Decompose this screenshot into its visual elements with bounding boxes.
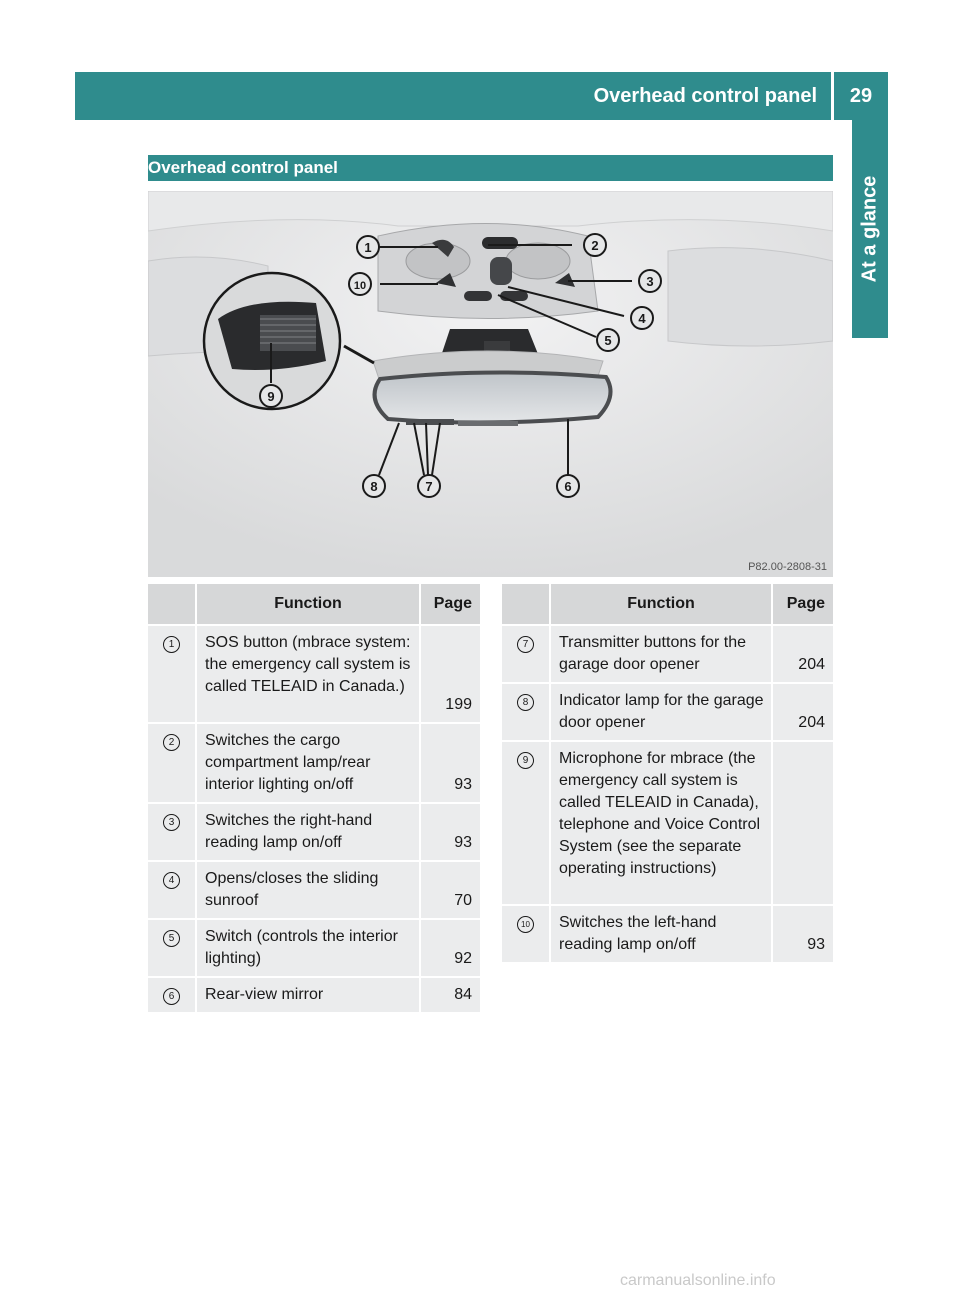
row-page: 92 [420, 919, 480, 977]
header-function: Function [550, 584, 772, 625]
row-number: 1 [163, 636, 180, 653]
watermark: carmanualsonline.info [620, 1272, 776, 1289]
callout-9: 9 [267, 389, 275, 404]
table-row [148, 861, 480, 919]
row-number: 10 [517, 916, 534, 933]
callout-10: 10 [353, 280, 367, 292]
table-row [148, 919, 480, 977]
row-page: 84 [420, 977, 480, 1012]
header-title: Overhead control panel [593, 84, 817, 107]
callout-3: 3 [646, 274, 654, 289]
callout-1: 1 [364, 240, 372, 255]
table-row [148, 977, 480, 1012]
table-row [148, 803, 480, 861]
table-row [148, 723, 480, 803]
row-number: 5 [163, 930, 180, 947]
row-number: 8 [517, 694, 534, 711]
row-function: Opens/closes the sliding sunroof [196, 861, 420, 919]
row-page: 70 [420, 861, 480, 919]
row-function: Microphone for mbrace (the emergency call system is called TELEAID in Canada), telephone and Voice Control System (see the separate operating instructions) [550, 741, 772, 905]
row-function: Indicator lamp for the garage door opener [550, 683, 772, 741]
overhead-panel-illustration [148, 191, 833, 577]
illustration-svg [148, 191, 833, 577]
table-row [148, 625, 480, 723]
side-section-tab [852, 120, 888, 338]
row-function: Switches the cargo compartment lamp/rear interior lighting on/off [196, 723, 420, 803]
row-number: 7 [517, 636, 534, 653]
row-number: 4 [163, 872, 180, 889]
header-function: Function [196, 584, 420, 625]
callout-5: 5 [604, 333, 612, 348]
section-title: Overhead control panel [148, 158, 338, 177]
header-num-cell [148, 584, 196, 625]
table-header-row [148, 584, 480, 625]
callout-8: 8 [370, 479, 378, 494]
function-table-right [502, 584, 833, 962]
function-table-left [148, 584, 480, 1012]
row-number: 3 [163, 814, 180, 831]
callout-2: 2 [591, 238, 599, 253]
row-page: 93 [772, 905, 833, 962]
row-page: 204 [772, 683, 833, 741]
row-function: SOS button (mbrace system: the emergency call system is called TELEAID in Canada.) [196, 625, 420, 723]
row-function: Switch (controls the interior lighting) [196, 919, 420, 977]
side-tab-label: At a glance [858, 175, 881, 283]
row-page [772, 741, 833, 905]
row-function: Switches the left-hand reading lamp on/off [550, 905, 772, 962]
table-row [502, 905, 833, 962]
callout-4: 4 [638, 311, 646, 326]
callout-7: 7 [425, 479, 433, 494]
table-row [502, 741, 833, 905]
table-row [502, 683, 833, 741]
section-heading-bar [148, 155, 833, 181]
figure-code: P82.00-2808-31 [748, 561, 827, 573]
row-page: 199 [420, 625, 480, 723]
page-number: 29 [849, 84, 873, 107]
header-num-cell [502, 584, 550, 625]
row-function: Transmitter buttons for the garage door opener [550, 625, 772, 683]
header-page: Page [420, 584, 480, 625]
header-page: Page [772, 584, 833, 625]
row-page: 204 [772, 625, 833, 683]
row-function: Switches the right-hand reading lamp on/off [196, 803, 420, 861]
row-page: 93 [420, 723, 480, 803]
row-number: 9 [517, 752, 534, 769]
callout-6: 6 [564, 479, 572, 494]
row-page: 93 [420, 803, 480, 861]
row-function: Rear-view mirror [196, 977, 420, 1012]
table-header-row [502, 584, 833, 625]
page-header [75, 72, 888, 120]
row-number: 2 [163, 734, 180, 751]
row-number: 6 [163, 988, 180, 1005]
table-row [502, 625, 833, 683]
